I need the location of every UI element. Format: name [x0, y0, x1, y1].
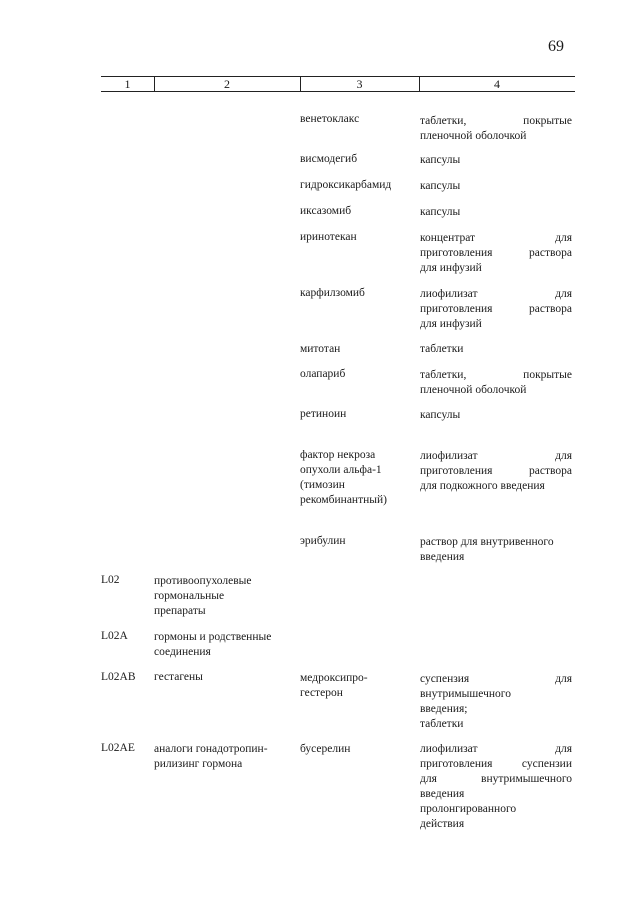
atc-code: L02AB	[101, 671, 136, 683]
drug-name: венетоклакс	[300, 113, 360, 125]
drug-name: митотан	[300, 343, 341, 355]
dosage-form: таблетки, покрытые пленочной оболочкой	[420, 115, 572, 142]
dosage-form: лиофилизат для приготовления суспензии для внутримышечного введения пролонгированного действия	[420, 743, 572, 830]
group-name: аналоги гонадотропин- рилизинг гормона	[154, 743, 268, 770]
drug-name: фактор некроза опухоли альфа-1 (тимозин рекомбинантный)	[300, 449, 387, 506]
dosage-form: лиофилизат для приготовления раствора для подкожного введения	[420, 450, 572, 492]
drug-name: олапариб	[300, 368, 346, 380]
header-col-3: 3	[356, 77, 363, 91]
dosage-form: таблетки, покрытые пленочной оболочкой	[420, 369, 572, 396]
dosage-form: лиофилизат для приготовления раствора для инфузий	[420, 288, 572, 330]
table-header	[101, 76, 575, 92]
group-name: гормоны и родственные соединения	[154, 631, 272, 658]
header-col-1: 1	[124, 77, 131, 91]
dosage-form: капсулы	[420, 409, 461, 421]
header-col-2: 2	[224, 77, 230, 91]
dosage-form: концентрат для приготовления раствора для инфузий	[420, 232, 572, 274]
dosage-form: таблетки	[420, 343, 464, 355]
drug-name: висмодегиб	[300, 153, 358, 165]
drug-name: бусерелин	[300, 743, 351, 755]
dosage-form: капсулы	[420, 206, 461, 218]
drug-name: карфилзомиб	[300, 287, 365, 299]
atc-code: L02	[101, 574, 120, 586]
atc-code: L02A	[101, 630, 128, 642]
drug-name: гидроксикарбамид	[300, 179, 392, 191]
dosage-form: капсулы	[420, 180, 461, 192]
drug-name: медроксипро- гестерон	[300, 672, 368, 699]
header-col-4: 4	[494, 77, 500, 91]
group-name: противоопухолевые гормональные препараты	[154, 575, 252, 617]
atc-code: L02AE	[101, 742, 135, 754]
drug-name: иксазомиб	[300, 205, 352, 217]
dosage-form: суспензия для внутримышечного введения; таблетки	[420, 673, 572, 730]
drug-name: эрибулин	[300, 535, 346, 547]
dosage-form: раствор для внутривенного введения	[420, 536, 554, 563]
group-name: гестагены	[154, 671, 203, 683]
drug-name: иринотекан	[300, 231, 357, 243]
dosage-form: капсулы	[420, 154, 461, 166]
page-number: 69	[548, 38, 564, 55]
drug-name: ретиноин	[300, 408, 347, 420]
